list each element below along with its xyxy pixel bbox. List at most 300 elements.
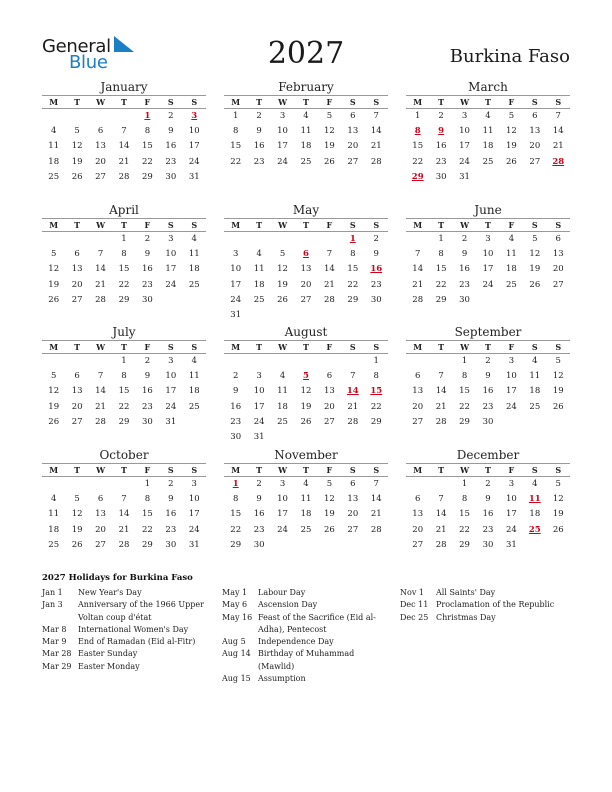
holiday-list-item [42,636,212,648]
weekday-header [224,340,388,354]
day-cell: 18 [188,264,200,275]
weekday-label: T [303,97,309,107]
day-cell: 8 [350,249,356,260]
day-cell: 7 [415,249,421,260]
day-cell: 19 [48,401,60,412]
holiday-list-item [42,587,212,599]
empty-day-cell [112,109,135,124]
empty-day-cell [89,109,112,124]
empty-day-cell [65,232,88,247]
day-cell: 14 [435,509,447,520]
holiday-list-column-3 [400,587,570,624]
weekday-label: M [231,97,241,107]
day-cell: 28 [118,171,130,182]
day-cell: 21 [370,509,382,520]
weekday-header [406,463,570,477]
day-cell: 1 [233,111,239,121]
day-cell: 28 [370,156,382,167]
day-cell: 1 [461,479,468,489]
day-cell: 16 [230,401,242,412]
logo-text-general: General [42,36,111,57]
day-cell: 11 [48,141,60,152]
day-cell: 15 [141,141,153,152]
holiday-day-cell: 11 [528,494,541,505]
weekday-label: M [413,97,423,107]
holiday-day-cell: 3 [191,111,198,121]
holiday-list-item [400,599,570,611]
day-cell: 14 [412,264,424,275]
day-cell: 3 [279,111,286,121]
day-cell: 7 [555,111,561,121]
day-cell: 4 [485,111,491,121]
day-cell: 9 [168,494,174,505]
weekday-label: M [231,465,241,475]
day-cell: 1 [121,234,127,244]
day-cell: 4 [256,249,262,260]
day-cell: 13 [412,386,424,397]
day-cell: 4 [303,111,309,121]
day-cell: 27 [347,524,359,535]
day-cell: 14 [95,264,106,275]
day-cell: 4 [51,494,57,505]
day-cell: 11 [482,126,494,137]
day-cell: 18 [505,264,517,275]
day-cell: 5 [74,126,80,137]
day-cell: 14 [118,141,130,152]
day-grid [224,109,388,170]
day-cell: 20 [300,279,312,290]
day-cell: 5 [51,249,57,260]
empty-day-cell [406,354,429,369]
holiday-date: May 6 [222,600,248,610]
weekday-label: T [303,342,309,352]
day-cell: 30 [482,539,494,550]
day-cell: 23 [253,156,265,167]
empty-day-cell [247,232,270,247]
day-cell: 15 [347,264,359,275]
empty-day-cell [65,354,88,369]
holiday-list-item [400,612,570,624]
day-cell: 3 [233,249,239,260]
day-cell: 10 [277,494,288,505]
empty-day-cell [341,354,364,369]
day-cell: 25 [188,401,200,412]
weekday-label: S [349,342,356,352]
day-cell: 18 [529,386,541,397]
month-title: April [109,203,139,217]
weekday-label: M [413,465,423,475]
weekday-label: W [460,220,470,230]
weekday-label: T [485,342,491,352]
weekday-label: W [278,465,288,475]
day-cell: 29 [459,416,470,427]
day-cell: 24 [505,401,517,412]
day-cell: 19 [277,279,288,290]
weekday-label: S [555,97,562,107]
day-cell: 9 [485,494,491,505]
day-cell: 11 [300,126,312,137]
day-cell: 23 [165,156,177,167]
day-cell: 30 [141,294,153,305]
day-cell: 8 [144,126,151,137]
weekday-header [42,95,206,109]
weekday-label: T [121,220,127,230]
empty-day-cell [429,354,452,369]
day-cell: 4 [532,479,538,489]
day-cell: 1 [438,234,444,244]
day-cell: 13 [529,126,541,137]
day-cell: 2 [438,111,444,121]
page-title-year: 2027 [267,36,345,71]
holiday-date: Mar 9 [42,637,67,647]
day-cell: 22 [435,279,447,290]
day-cell: 12 [48,264,60,275]
empty-day-cell [406,477,429,492]
day-cell: 9 [461,249,468,260]
empty-day-cell [42,109,65,124]
day-cell: 11 [188,249,200,260]
weekday-label: M [49,465,59,475]
holiday-date: May 1 [222,588,248,597]
weekday-label: T [303,220,309,230]
weekday-label: T [256,342,263,352]
day-cell: 30 [459,294,470,305]
holiday-day-cell: 1 [232,479,239,489]
holiday-name: Ascension Day [258,600,318,610]
day-cell: 21 [370,141,382,152]
day-cell: 2 [256,479,262,489]
day-cell: 17 [482,264,494,275]
day-cell: 16 [141,264,153,275]
day-cell: 9 [168,126,174,137]
day-cell: 20 [412,524,424,535]
weekday-label: S [349,220,356,230]
day-cell: 9 [485,371,491,382]
holiday-day-cell: 15 [370,386,383,397]
holiday-name: Christmas Day [436,612,496,622]
weekday-header [224,218,388,232]
weekday-label: S [349,465,356,475]
day-cell: 2 [461,234,468,244]
day-cell: 11 [277,386,288,397]
holiday-date: Mar 8 [42,624,67,634]
day-cell: 3 [279,479,286,489]
weekday-label: S [531,465,538,475]
day-cell: 6 [415,371,421,382]
day-cell: 18 [482,141,494,152]
weekday-label: S [555,465,562,475]
day-cell: 9 [144,249,151,260]
day-cell: 17 [230,279,242,290]
holiday-day-cell: 6 [303,249,309,260]
day-cell: 23 [230,416,242,427]
day-cell: 16 [253,141,265,152]
day-cell: 10 [230,264,242,275]
day-cell: 13 [71,264,83,275]
empty-day-cell [406,232,429,247]
day-cell: 24 [165,279,177,290]
day-cell: 23 [141,401,153,412]
day-cell: 29 [459,539,470,550]
day-cell: 5 [74,494,80,505]
weekday-label: T [256,465,263,475]
weekday-label: W [460,465,470,475]
day-cell: 10 [482,249,494,260]
day-cell: 22 [459,524,470,535]
weekday-label: F [508,220,515,230]
day-cell: 23 [165,524,177,535]
weekday-label: T [485,465,491,475]
day-cell: 13 [71,386,83,397]
empty-day-cell [89,354,112,369]
day-cell: 17 [505,509,517,520]
empty-day-cell [42,477,65,492]
day-cell: 10 [188,494,200,505]
day-grid [42,109,206,185]
empty-day-cell [112,477,135,492]
weekday-label: M [49,97,59,107]
day-cell: 19 [71,156,83,167]
day-cell: 7 [373,479,379,489]
weekday-label: F [144,97,151,107]
weekday-label: F [326,342,333,352]
weekday-label: W [460,342,470,352]
day-cell: 14 [95,386,106,397]
day-cell: 7 [438,371,444,382]
day-cell: 12 [48,386,60,397]
weekday-label: S [191,220,198,230]
holiday-list-item [42,624,212,636]
day-cell: 8 [373,371,379,382]
holiday-name: Birthday of Muhammad (Mawlid) [258,649,355,671]
day-cell: 12 [277,264,288,275]
weekday-label: T [74,342,81,352]
day-cell: 29 [118,416,130,427]
day-cell: 27 [552,279,564,290]
weekday-label: S [373,97,380,107]
day-cell: 24 [188,156,200,167]
day-cell: 22 [141,524,153,535]
day-cell: 2 [168,111,174,121]
month-title: March [468,80,508,94]
day-cell: 8 [233,494,239,505]
weekday-label: F [326,97,333,107]
month-title: February [278,80,334,94]
month-title: December [456,448,520,462]
day-cell: 14 [370,126,382,137]
day-cell: 20 [552,264,564,275]
day-grid [406,232,570,308]
weekday-label: T [256,97,263,107]
day-grid [224,232,388,323]
weekday-label: S [167,342,174,352]
day-cell: 1 [144,479,151,489]
weekday-label: W [96,465,106,475]
day-cell: 25 [48,171,60,182]
day-cell: 20 [323,401,335,412]
day-cell: 22 [370,401,382,412]
month-june [406,203,570,308]
day-cell: 23 [459,279,470,290]
day-cell: 30 [230,431,242,442]
weekday-header [406,340,570,354]
logo-text-blue: Blue [69,52,108,73]
day-cell: 25 [505,279,517,290]
weekday-label: W [278,97,288,107]
day-cell: 8 [461,371,468,382]
month-title: July [112,325,136,339]
weekday-label: T [303,465,309,475]
day-cell: 7 [373,111,379,121]
holiday-list-item [222,673,392,685]
weekday-label: S [555,220,562,230]
holiday-date: May 16 [222,612,253,622]
day-cell: 29 [230,539,242,550]
day-cell: 4 [191,234,197,244]
day-cell: 9 [256,126,262,137]
day-cell: 2 [144,356,151,366]
weekday-label: M [231,342,241,352]
weekday-label: W [278,342,288,352]
day-cell: 16 [165,509,177,520]
month-title: October [99,448,149,462]
holiday-day-cell: 14 [346,386,359,397]
day-cell: 24 [188,524,200,535]
day-cell: 25 [482,156,494,167]
day-cell: 26 [323,524,335,535]
holiday-date: Mar 28 [42,649,72,659]
weekday-label: T [121,465,127,475]
day-cell: 26 [300,416,312,427]
day-cell: 24 [505,524,517,535]
holiday-name: Independence Day [258,637,334,647]
day-grid [406,354,570,430]
day-cell: 15 [230,509,242,520]
day-cell: 12 [505,126,517,137]
day-cell: 15 [459,386,470,397]
empty-day-cell [294,232,317,247]
holiday-list-column-2 [222,587,392,685]
weekday-label: T [74,220,81,230]
day-cell: 10 [505,494,517,505]
day-cell: 23 [253,524,265,535]
month-july [42,325,206,430]
day-cell: 9 [144,371,151,382]
day-cell: 20 [347,141,359,152]
day-cell: 5 [326,111,333,121]
day-cell: 28 [370,524,382,535]
day-cell: 28 [347,416,359,427]
day-cell: 6 [415,494,421,505]
day-cell: 21 [95,401,106,412]
day-cell: 18 [529,509,541,520]
day-cell: 4 [279,371,286,382]
day-cell: 27 [95,539,106,550]
day-cell: 19 [505,141,517,152]
day-cell: 17 [459,141,470,152]
day-cell: 18 [300,509,312,520]
day-cell: 19 [323,141,335,152]
day-cell: 19 [323,509,335,520]
day-cell: 10 [505,371,517,382]
weekday-label: F [326,220,333,230]
empty-day-cell [224,232,247,247]
weekday-label: T [438,97,445,107]
day-cell: 20 [412,401,424,412]
empty-day-cell [224,354,247,369]
day-cell: 29 [435,294,447,305]
holiday-day-cell: 29 [411,171,424,182]
day-cell: 29 [141,171,153,182]
day-cell: 21 [118,524,130,535]
day-cell: 23 [482,524,494,535]
day-cell: 11 [48,509,60,520]
day-cell: 31 [188,171,200,182]
day-cell: 12 [323,494,335,505]
holiday-name: Feast of the Sacrifice (Eid al-Adha), Pentecost [258,612,376,634]
empty-day-cell [89,232,112,247]
day-cell: 10 [188,126,200,137]
day-cell: 25 [529,401,541,412]
day-cell: 28 [412,294,424,305]
day-cell: 15 [459,509,470,520]
day-cell: 12 [71,509,83,520]
day-cell: 18 [300,141,312,152]
day-cell: 6 [97,494,104,505]
holiday-name: Easter Monday [78,661,140,671]
day-cell: 7 [438,494,444,505]
weekday-label: S [373,465,380,475]
day-cell: 2 [485,479,491,489]
day-cell: 11 [505,249,517,260]
weekday-label: T [485,97,491,107]
day-grid [42,354,206,430]
day-cell: 21 [347,401,359,412]
day-cell: 16 [459,264,470,275]
weekday-label: F [508,465,515,475]
weekday-label: S [191,465,198,475]
weekday-label: S [531,342,538,352]
day-cell: 21 [118,156,130,167]
day-cell: 21 [552,141,564,152]
holiday-date: Aug 14 [222,649,251,659]
day-cell: 29 [347,294,359,305]
day-cell: 20 [95,524,106,535]
holiday-list-item [222,599,392,611]
day-cell: 5 [326,479,333,489]
day-cell: 18 [48,156,60,167]
day-cell: 26 [552,524,564,535]
day-cell: 6 [532,111,538,121]
empty-day-cell [271,232,294,247]
day-cell: 8 [438,249,444,260]
day-cell: 18 [188,386,200,397]
weekday-label: M [231,220,241,230]
day-cell: 19 [300,401,312,412]
day-cell: 13 [552,249,564,260]
month-april [42,203,206,308]
day-cell: 26 [323,156,335,167]
day-cell: 22 [141,156,153,167]
day-cell: 7 [121,126,127,137]
day-cell: 25 [300,524,312,535]
day-cell: 16 [482,386,494,397]
weekday-label: T [121,97,127,107]
day-cell: 27 [71,294,83,305]
day-cell: 10 [165,249,177,260]
day-cell: 31 [505,539,517,550]
day-cell: 1 [461,356,468,366]
